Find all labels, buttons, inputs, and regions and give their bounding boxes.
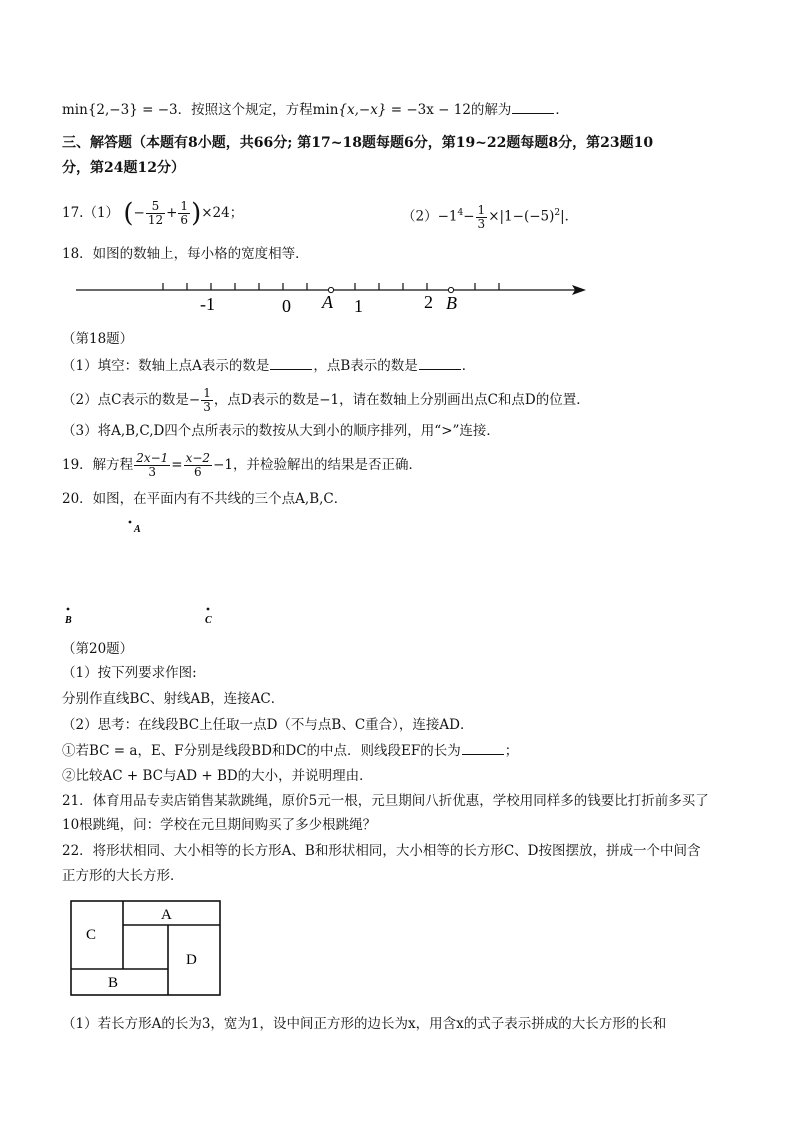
point-B-marker: [448, 287, 453, 292]
min-text: min: [62, 102, 88, 118]
q18-stem: 18．如图的数轴上，每小格的宽度相等．: [62, 246, 309, 262]
section3-heading-line2: 分，第24题12分）: [62, 160, 185, 176]
exponent-2: 2: [554, 208, 561, 218]
q18-sub3: （3）将A,B,C,D四个点所表示的数按从大到小的顺序排列，用“>”连接．: [62, 423, 500, 439]
plus-sign: +: [166, 205, 178, 221]
q17-times-24: ×24；: [201, 205, 244, 221]
answer-blank: [419, 357, 461, 370]
abs-expression: ×|1−(−5): [488, 208, 555, 225]
rect-label-B: B: [108, 975, 119, 991]
section3-heading-line1: 三、解答题（本题有8小题，共66分; 第17~18题每题6分，第19~22题每题8分，第23题10: [62, 135, 654, 151]
label-two: 2: [424, 292, 433, 312]
point-B-dot: [67, 608, 70, 611]
paren-right: ): [191, 198, 202, 229]
fraction-x-2-over-6: $\frac{x-2}{6}$: [185, 451, 211, 479]
q20-sub2: （2）思考：在线段BC上任取一点D（不与点B、C重合），连接AD．: [62, 717, 474, 733]
q22-line1: 22．将形状相同、大小相等的长方形A、B和形状相同，大小相等的长方形C、D按图摆放，拼成一个中间含: [62, 843, 701, 859]
q21-line1: 21．体育用品专卖店销售某款跳绳，原价5元一根，元旦期间八折优惠，学校用同样多的钱要比打折前多买了: [62, 793, 709, 809]
q17-part2: $(2)-1^4-$ $\frac{1}{3}$ $\times|1-(-5)^2|$．: [402, 202, 579, 231]
fraction-1-3: $\frac{1}{3}$: [477, 202, 486, 231]
q20-sub1-task: 分别作直线BC、射线AB，连接AC．: [62, 691, 285, 707]
point-A-label: A: [134, 524, 141, 535]
rect-label-A: A: [161, 907, 172, 923]
fraction-2x-1-over-3: $\frac{2x-1}{3}$: [136, 451, 169, 479]
q18-caption: （第18题）: [62, 331, 134, 347]
min-text-2: min: [312, 102, 339, 118]
point-C-label: C: [205, 615, 212, 625]
q17-part2-label: （2）: [402, 208, 438, 225]
point-B-label: B: [65, 615, 72, 625]
point-A-dot: [129, 521, 132, 524]
answer-blank: [462, 742, 504, 755]
min-set-2: {x,−x}: [338, 102, 387, 118]
q20-stem: 20．如图，在平面内有不共线的三个点A,B,C．: [62, 491, 348, 507]
q21-line2: 10根跳绳，问：学校在元旦期间购买了多少根跳绳？: [62, 817, 377, 833]
q18-sub1: （1）填空：数轴上点A表示的数是 ，点B表示的数是 ．: [62, 358, 476, 374]
label-one: 1: [354, 296, 363, 316]
q20-caption: （第20题）: [62, 641, 134, 657]
q20-sub1: （1）按下列要求作图:: [62, 665, 197, 681]
rect-label-C: C: [86, 927, 97, 943]
q18-sub2: （2）点C表示的数是− $\frac{1}{3}$ ，点D表示的数是−1，请在数轴上分别画出点C和点D的位置．: [62, 386, 590, 414]
q16-equation-tail: = −3x − 12的解为: [386, 102, 512, 118]
rect-label-D: D: [186, 952, 197, 968]
q22-line2: 正方形的大长方形．: [62, 868, 184, 884]
q16-tail-line: [62, 101, 569, 119]
label-minus-1: -1: [200, 294, 215, 314]
three-points-figure: [0, 515, 794, 625]
min-set-1: {2,−3}: [87, 102, 138, 118]
q17-part1: [62, 198, 243, 228]
q16-mid-text: = −3．按照这个规定，方程: [137, 102, 313, 118]
q17-number: 17.（1）: [62, 205, 120, 221]
q20-sub2-b: ②比较AC + BC与AD + BD的大小，并说明理由．: [62, 768, 373, 784]
number-line-figure: [0, 278, 794, 338]
q20-sub2-a: ①若BC = a，E、F分别是线段BD和DC的中点．则线段EF的长为 ；: [62, 743, 519, 759]
answer-blank: [270, 357, 312, 370]
rectangles-figure: [0, 898, 794, 1003]
fraction-1-6: $\frac{1}{6}$: [180, 199, 189, 227]
exponent-4: 4: [457, 208, 464, 218]
paren-left: (: [123, 198, 134, 229]
big-rectangle-outline: [71, 901, 220, 995]
q19-line: 19．解方程 $\frac{2x-1}{3}$ = $\frac{x-2}{6}$ −1，并检验解出的结果是否正确．: [62, 451, 422, 479]
point-C-dot: [207, 608, 210, 611]
label-A: A: [322, 292, 333, 312]
answer-blank: [512, 101, 554, 114]
label-zero: 0: [282, 296, 291, 316]
minus-sign: −: [133, 205, 145, 221]
q16-end: ．: [555, 102, 569, 118]
q22-sub1: （1）若长方形A的长为3，宽为1，设中间正方形的边长为x，用含x的式子表示拼成的大长方形的长和: [62, 1016, 667, 1032]
fraction-1-3: $\frac{1}{3}$: [203, 386, 211, 414]
fraction-5-12: $\frac{5}{12}$: [147, 199, 164, 227]
label-B: B: [446, 293, 457, 313]
